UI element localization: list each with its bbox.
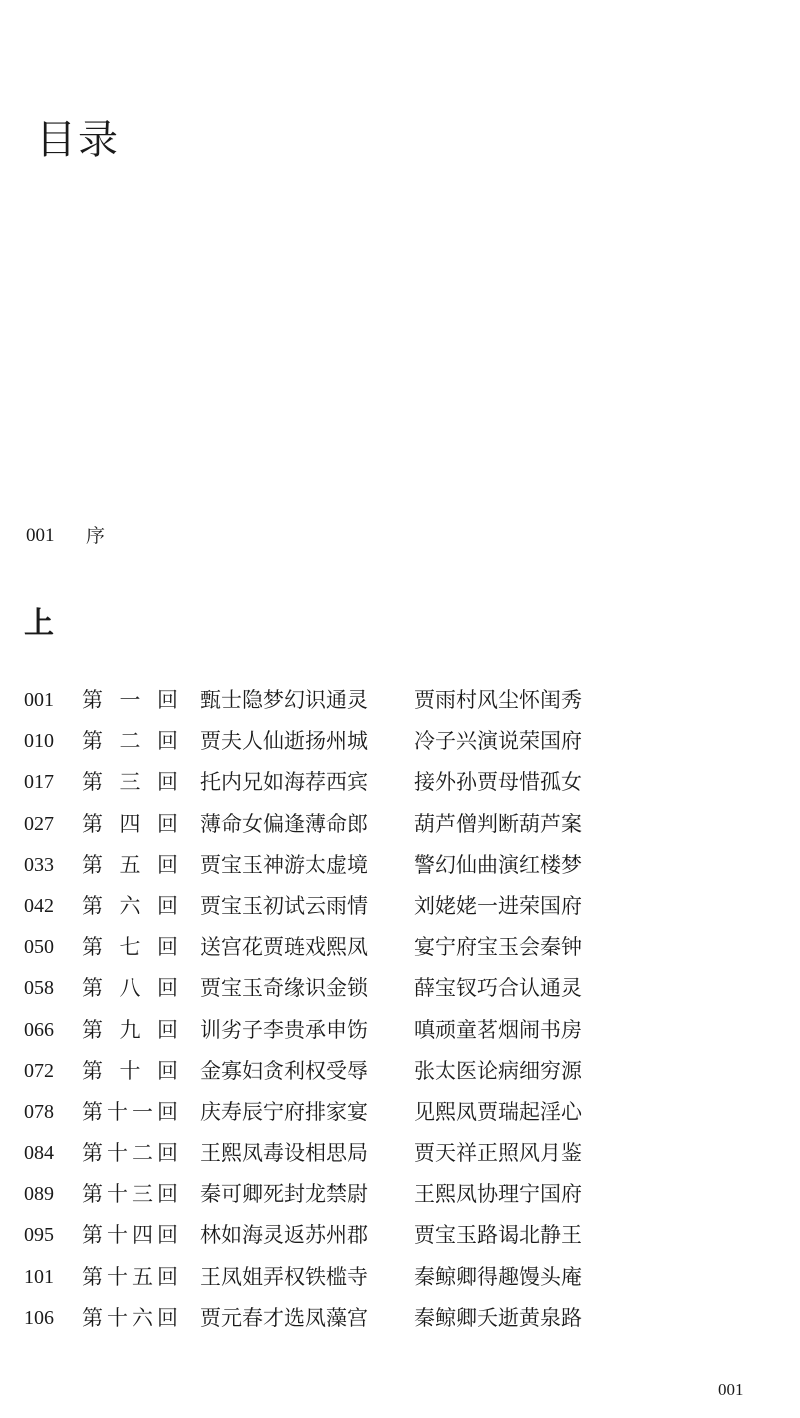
entry-title-first: 王凤姐弄权铁槛寺 [200,1264,368,1289]
entry-page-number: 072 [24,1059,54,1082]
entry-title-second: 张太医论病细穷源 [414,1058,582,1083]
entry-title-first: 贾宝玉神游太虚境 [200,852,368,877]
entry-title-first: 薄命女偏逢薄命郎 [200,811,368,836]
entry-page-number: 089 [24,1183,54,1206]
entry-chapter: 第七回 [82,935,178,960]
entry-title-second: 警幻仙曲演红楼梦 [414,852,582,877]
preface-label: 序 [86,525,106,547]
entry-title-first: 贾元春才选凤藻宫 [200,1305,368,1330]
entry-chapter: 第四回 [82,811,178,836]
toc-row [0,1174,800,1215]
toc-row [0,680,800,721]
toc-row [0,845,800,886]
entry-title-second: 贾宝玉路谒北静王 [414,1223,582,1248]
entry-title-first: 甄士隐梦幻识通灵 [200,688,368,712]
entry-chapter: 第二回 [82,729,178,754]
entry-title-second: 嗔顽童茗烟闹书房 [414,1017,582,1042]
toc-row [0,1092,800,1133]
entry-title-first: 秦可卿死封龙禁尉 [200,1182,368,1207]
entry-chapter: 第八回 [82,976,178,1001]
toc-row [0,762,800,803]
entry-page-number: 058 [24,977,54,1000]
entry-chapter: 第三回 [82,770,178,795]
entry-title-second: 秦鲸卿夭逝黄泉路 [414,1305,582,1330]
entry-chapter: 第九回 [82,1017,178,1042]
toc-row [0,886,800,927]
entry-title-first: 贾宝玉奇缘识金锁 [200,976,368,1001]
toc-row [0,1298,800,1339]
entry-title-first: 王熙凤毒设相思局 [200,1141,368,1166]
entry-title-first: 庆寿辰宁府排家宴 [200,1099,368,1124]
entry-title-second: 接外孙贾母惜孤女 [414,770,582,795]
entry-chapter: 第十三回 [82,1182,178,1207]
entry-chapter: 第一回 [82,688,178,712]
entry-chapter: 第十二回 [82,1141,178,1166]
entry-title-first: 送宫花贾琏戏熙凤 [200,935,368,960]
entry-chapter: 第十一回 [82,1099,178,1124]
entry-chapter: 第五回 [82,852,178,877]
entry-title-second: 贾雨村风尘怀闺秀 [414,688,582,712]
entry-page-number: 001 [24,689,54,711]
entry-page-number: 106 [24,1306,54,1329]
entry-title-first: 训劣子李贵承申饬 [200,1017,368,1042]
toc-row [0,927,800,968]
entry-title-second: 秦鲸卿得趣馒头庵 [414,1264,582,1289]
entry-page-number: 033 [24,853,54,876]
toc-row [0,1051,800,1092]
entry-chapter: 第十五回 [82,1264,178,1289]
toc-row [0,1133,800,1174]
entry-page-number: 050 [24,936,54,959]
entry-title-first: 贾夫人仙逝扬州城 [200,729,368,754]
entry-page-number: 084 [24,1142,54,1165]
entry-page-number: 095 [24,1224,54,1247]
entry-chapter: 第十回 [82,1058,178,1083]
entry-title-first: 托内兄如海荐西宾 [200,770,368,795]
entry-title-second: 薛宝钗巧合认通灵 [414,976,582,1001]
page-number-footer: 001 [718,1380,744,1399]
entry-chapter: 第十四回 [82,1223,178,1248]
entry-title-second: 刘姥姥一进荣国府 [414,893,582,918]
entry-title-second: 冷子兴演说荣国府 [414,729,582,754]
page-title: 目录 [36,117,120,163]
volume-heading: 上 [24,606,54,641]
toc-row [0,804,800,845]
toc-row [0,968,800,1009]
toc-row [0,1010,800,1051]
entry-title-first: 金寡妇贪利权受辱 [200,1058,368,1083]
entry-chapter: 第六回 [82,893,178,918]
entry-title-second: 王熙凤协理宁国府 [414,1182,582,1207]
entry-page-number: 078 [24,1100,54,1123]
entry-title-second: 贾天祥正照风月鉴 [414,1141,582,1166]
entry-title-second: 见熙凤贾瑞起淫心 [414,1099,582,1124]
preface-page-number: 001 [26,525,55,546]
entry-page-number: 042 [24,894,54,917]
entry-page-number: 101 [24,1265,54,1288]
toc-row [0,1215,800,1256]
toc-list [0,680,800,1339]
entry-page-number: 017 [24,771,54,794]
entry-title-second: 宴宁府宝玉会秦钟 [414,935,582,960]
toc-row [0,721,800,762]
entry-title-first: 林如海灵返苏州郡 [200,1223,368,1248]
entry-page-number: 010 [24,730,54,753]
entry-chapter: 第十六回 [82,1305,178,1330]
entry-page-number: 066 [24,1018,54,1041]
toc-row [0,1257,800,1298]
entry-title-first: 贾宝玉初试云雨情 [200,893,368,918]
entry-title-second: 葫芦僧判断葫芦案 [414,811,582,836]
entry-page-number: 027 [24,812,54,835]
